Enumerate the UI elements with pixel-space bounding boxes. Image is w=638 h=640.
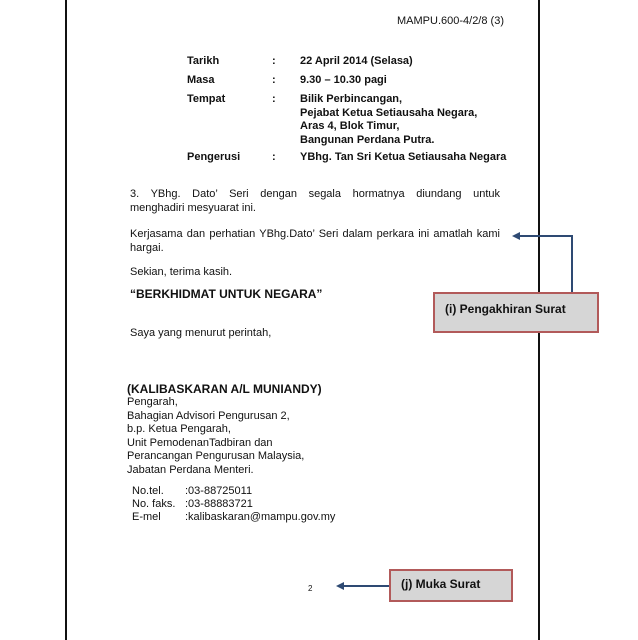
signatory-line: Jabatan Perdana Menteri. xyxy=(127,463,254,476)
paragraph-3 xyxy=(130,188,500,215)
callout-i-connector-horizontal xyxy=(520,235,573,237)
signatory-block xyxy=(127,396,304,477)
time-colon: : xyxy=(272,74,276,86)
place-label: Tempat xyxy=(187,93,226,105)
callout-closing xyxy=(433,292,599,333)
thanks-text: Sekian, terima kasih. xyxy=(130,266,233,278)
callout-page-number-label: (j) Muka Surat xyxy=(401,577,481,591)
signatory-line: Perancangan Pengurusan Malaysia, xyxy=(127,450,305,462)
time-value: 9.30 – 10.30 pagi xyxy=(300,74,387,86)
date-colon: : xyxy=(272,55,276,67)
contact-email-label: E-mel xyxy=(132,511,161,523)
signatory-line: Unit PemodenanTadbiran dan xyxy=(127,436,273,449)
place-value xyxy=(300,93,477,147)
page-number: 2 xyxy=(308,584,313,593)
signatory-line: Bahagian Advisori Pengurusan 2, xyxy=(127,409,290,422)
contact-fax-value: :03-88883721 xyxy=(185,498,253,510)
paragraph-3-line-1: 3. YBhg. Dato’ Seri dengan segala hormatnya diundang untuk xyxy=(130,188,500,200)
signatory-line: b.p. Ketua Pengarah, xyxy=(127,423,231,435)
chair-colon: : xyxy=(272,151,276,163)
contact-tel-value: :03-88725011 xyxy=(185,485,253,497)
date-label: Tarikh xyxy=(187,55,220,67)
time-label: Masa xyxy=(187,74,215,86)
paragraph-4-line-1: Kerjasama dan perhatian YBhg.Dato’ Seri dalam perkara ini amatlah kami xyxy=(130,228,500,240)
motto-text: “BERKHIDMAT UNTUK NEGARA” xyxy=(130,287,323,301)
callout-j-arrow-icon xyxy=(336,582,344,590)
paragraph-4 xyxy=(130,228,500,255)
order-text: Saya yang menurut perintah, xyxy=(130,327,272,339)
callout-page-number xyxy=(389,569,513,602)
chair-label: Pengerusi xyxy=(187,151,241,163)
place-line: Bangunan Perdana Putra. xyxy=(300,133,435,146)
callout-closing-label: (i) Pengakhiran Surat xyxy=(445,302,566,316)
contact-email-value: :kalibaskaran@mampu.gov.my xyxy=(185,511,336,523)
paragraph-3-line-2: menghadiri mesyuarat ini. xyxy=(130,201,256,214)
place-line: Aras 4, Blok Timur, xyxy=(300,120,400,132)
contact-tel-label: No.tel. xyxy=(132,485,164,497)
paragraph-4-line-2: hargai. xyxy=(130,241,164,254)
place-line: Pejabat Ketua Setiausaha Negara, xyxy=(300,106,478,119)
signatory-line: Pengarah, xyxy=(127,396,178,408)
chair-value: YBhg. Tan Sri Ketua Setiausaha Negara xyxy=(300,151,507,163)
callout-i-connector-vertical xyxy=(571,235,573,292)
signatory-name: (KALIBASKARAN A/L MUNIANDY) xyxy=(127,382,322,396)
date-value: 22 April 2014 (Selasa) xyxy=(300,55,413,67)
callout-i-arrow-icon xyxy=(512,232,520,240)
reference-number: MAMPU.600-4/2/8 (3) xyxy=(397,15,504,27)
place-line: Bilik Perbincangan, xyxy=(300,93,403,105)
place-colon: : xyxy=(272,93,276,105)
contact-fax-label: No. faks. xyxy=(132,498,176,510)
callout-j-connector xyxy=(343,585,389,587)
